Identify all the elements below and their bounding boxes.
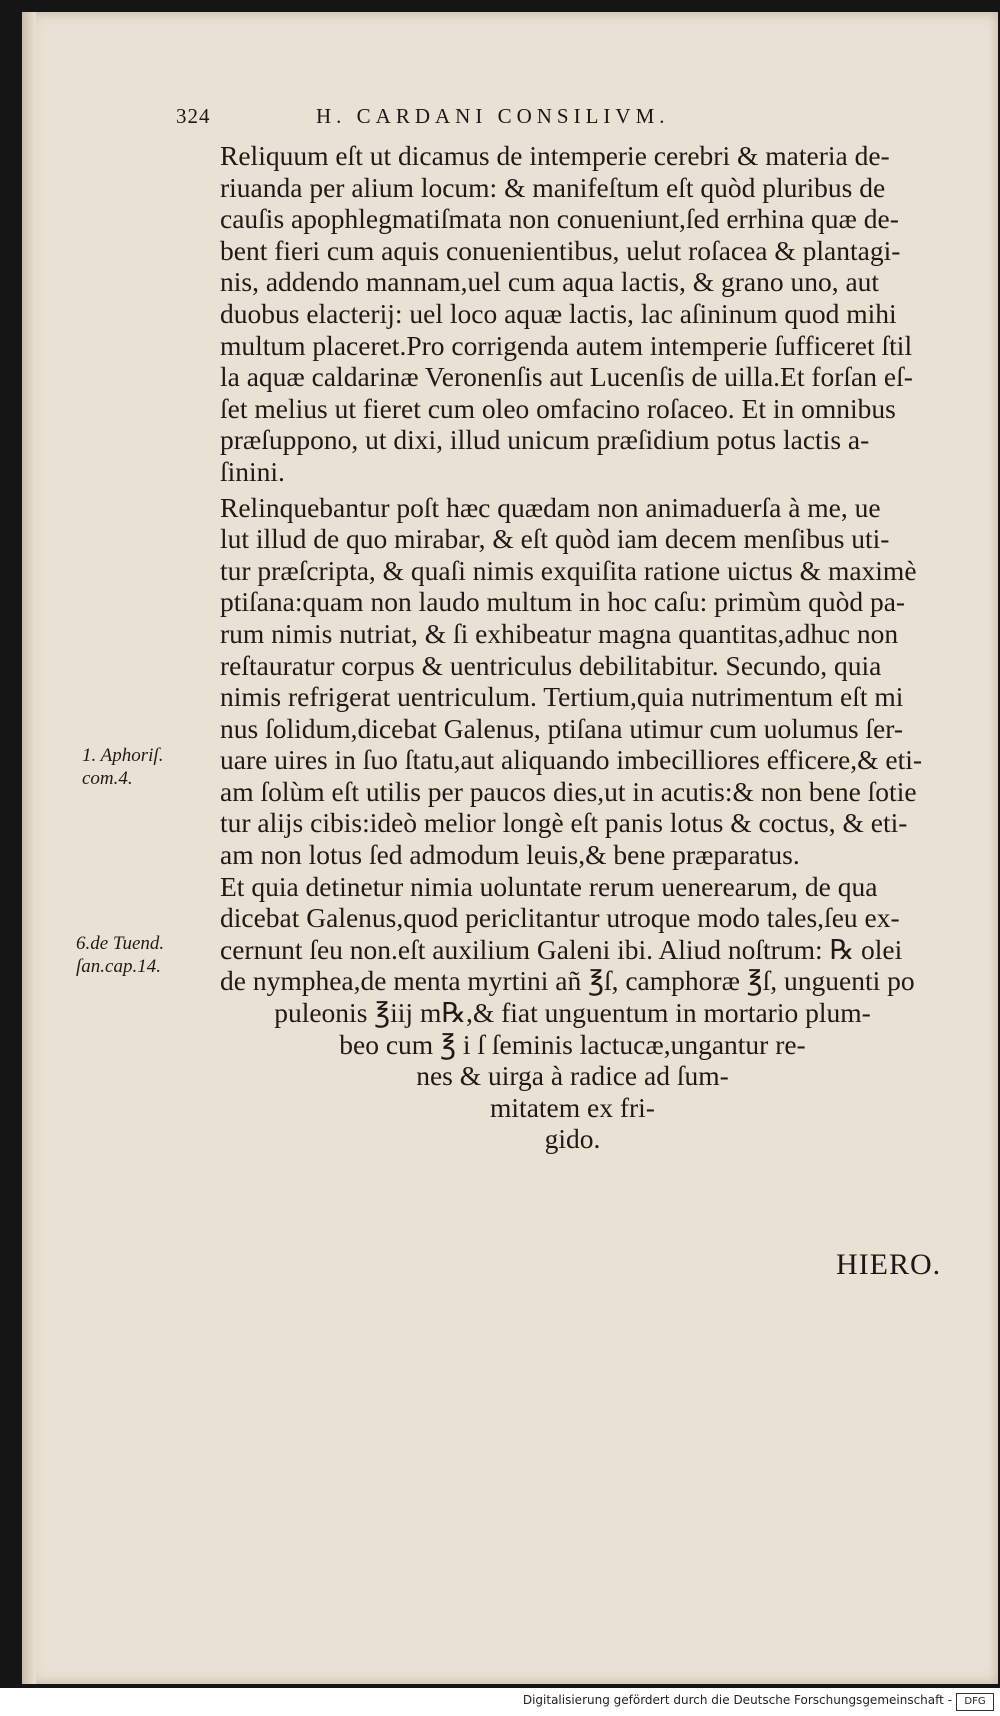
text-line: nus ſolidum,dicebat Galenus, ptiſana utimur cum uolumus ſer- <box>220 712 904 744</box>
margin-note-line: ſan.cap.14. <box>76 956 161 977</box>
main-text <box>190 140 955 1155</box>
page-gutter-shadow <box>22 12 36 1684</box>
text-line: lut illud de quo mirabar, & eſt quòd iam decem menſibus uti- <box>220 523 890 555</box>
text-line: nes & uirga à radice ad ſum- <box>416 1060 729 1092</box>
margin-note-aphorism <box>82 744 163 790</box>
paragraph-2 <box>190 492 955 871</box>
text-line: reſtauratur corpus & uentriculus debilitabitur. Secundo, quia <box>220 649 882 681</box>
text-line: tur præſcripta, & quaſi nimis exquiſita ratione uictus & maximè <box>220 554 917 586</box>
funding-credit: Digitalisierung gefördert durch die Deutsche Forschungsgemeinschaft - <box>522 1693 952 1707</box>
margin-note-line: com.4. <box>82 768 133 789</box>
text-line: ptiſana:quam non laudo multum in hoc caſu: primùm quòd pa- <box>220 586 906 618</box>
catchword: HIERO. <box>836 1248 942 1281</box>
text-line: puleonis ℥iij m℞,& fiat unguentum in mortario plum- <box>274 997 871 1029</box>
page-number: 324 <box>176 104 211 128</box>
text-line: tur alijs cibis:ideò melior longè eſt panis lotus & coctus, & eti- <box>220 807 908 839</box>
text-line: am ſolùm eſt utilis per paucos dies,ut in acutis:& non bene ſotie <box>220 775 917 807</box>
paragraph-1 <box>190 140 955 488</box>
text-line: dicebat Galenus,quod periclitantur utroque modo tales,ſeu ex- <box>220 902 900 934</box>
text-line: multum placeret.Pro corrigenda autem intemperie ſufficeret ſtil <box>220 329 913 361</box>
running-title: H. CARDANI CONSILIVM. <box>316 104 670 128</box>
text-line: mitatem ex fri- <box>490 1091 655 1123</box>
margin-note-line: 1. Aphoriſ. <box>82 745 164 766</box>
text-line: Relinquebantur poſt hæc quædam non animaduerſa à me, ue <box>220 491 881 523</box>
digitization-footer <box>0 1688 1000 1716</box>
text-line: duobus elacterij: uel loco aquæ lactis, lac aſininum quod mihi <box>220 297 897 329</box>
text-line: ſinini. <box>220 455 285 487</box>
text-line: am non lotus ſed admodum leuis,& bene præparatus. <box>220 839 800 871</box>
dfg-logo: DFG <box>956 1693 994 1711</box>
text-line: rum nimis nutriat, & ſi exhibeatur magna quantitas,adhuc non <box>220 617 899 649</box>
text-line: Reliquum eſt ut dicamus de intemperie cerebri & materia de- <box>220 140 890 171</box>
text-line: præſuppono, ut dixi, illud unicum præſidium potus lactis a- <box>220 424 870 456</box>
text-line: Et quia detinetur nimia uoluntate rerum uenerearum, de qua <box>220 870 878 902</box>
text-line: nis, addendo mannam,uel cum aqua lactis, & grano uno, aut <box>220 266 880 298</box>
paragraph-3 <box>190 871 955 997</box>
text-line: de nymphea,de menta myrtini añ ℥ſ, camphoræ ℥ſ, unguenti po <box>220 965 915 997</box>
text-line: cauſis apophlegmatiſmata non conueniunt,ſed errhina quæ de- <box>220 203 899 235</box>
margin-note-line: 6.de Tuend. <box>76 933 165 954</box>
tapered-ending <box>190 997 955 1155</box>
text-line: la aquæ caldarinæ Veronenſis aut Lucenſis de uilla.Et forſan eſ- <box>220 361 913 393</box>
text-line: cernunt ſeu non.eſt auxilium Galeni ibi. Aliud noſtrum: ℞ olei <box>220 933 903 965</box>
text-line: bent fieri cum aquis conuenientibus, uelut roſacea & plantagi- <box>220 234 901 266</box>
text-line: beo cum ℥ i ſ ſeminis lactucæ,ungantur re- <box>339 1028 806 1060</box>
margin-note-tuend <box>76 932 164 978</box>
text-line: nimis refrigerat uentriculum. Tertium,quia nutrimentum eſt mi <box>220 681 904 713</box>
text-line: uare uires in ſuo ſtatu,aut aliquando imbecilliores efficere,& eti- <box>220 744 923 776</box>
text-line: ſet melius ut fieret cum oleo omfacino roſaceo. Et in omnibus <box>220 392 896 424</box>
text-line: gido. <box>544 1123 601 1155</box>
text-line: riuanda per alium locum: & manifeſtum eſt quòd pluribus de <box>220 171 886 203</box>
